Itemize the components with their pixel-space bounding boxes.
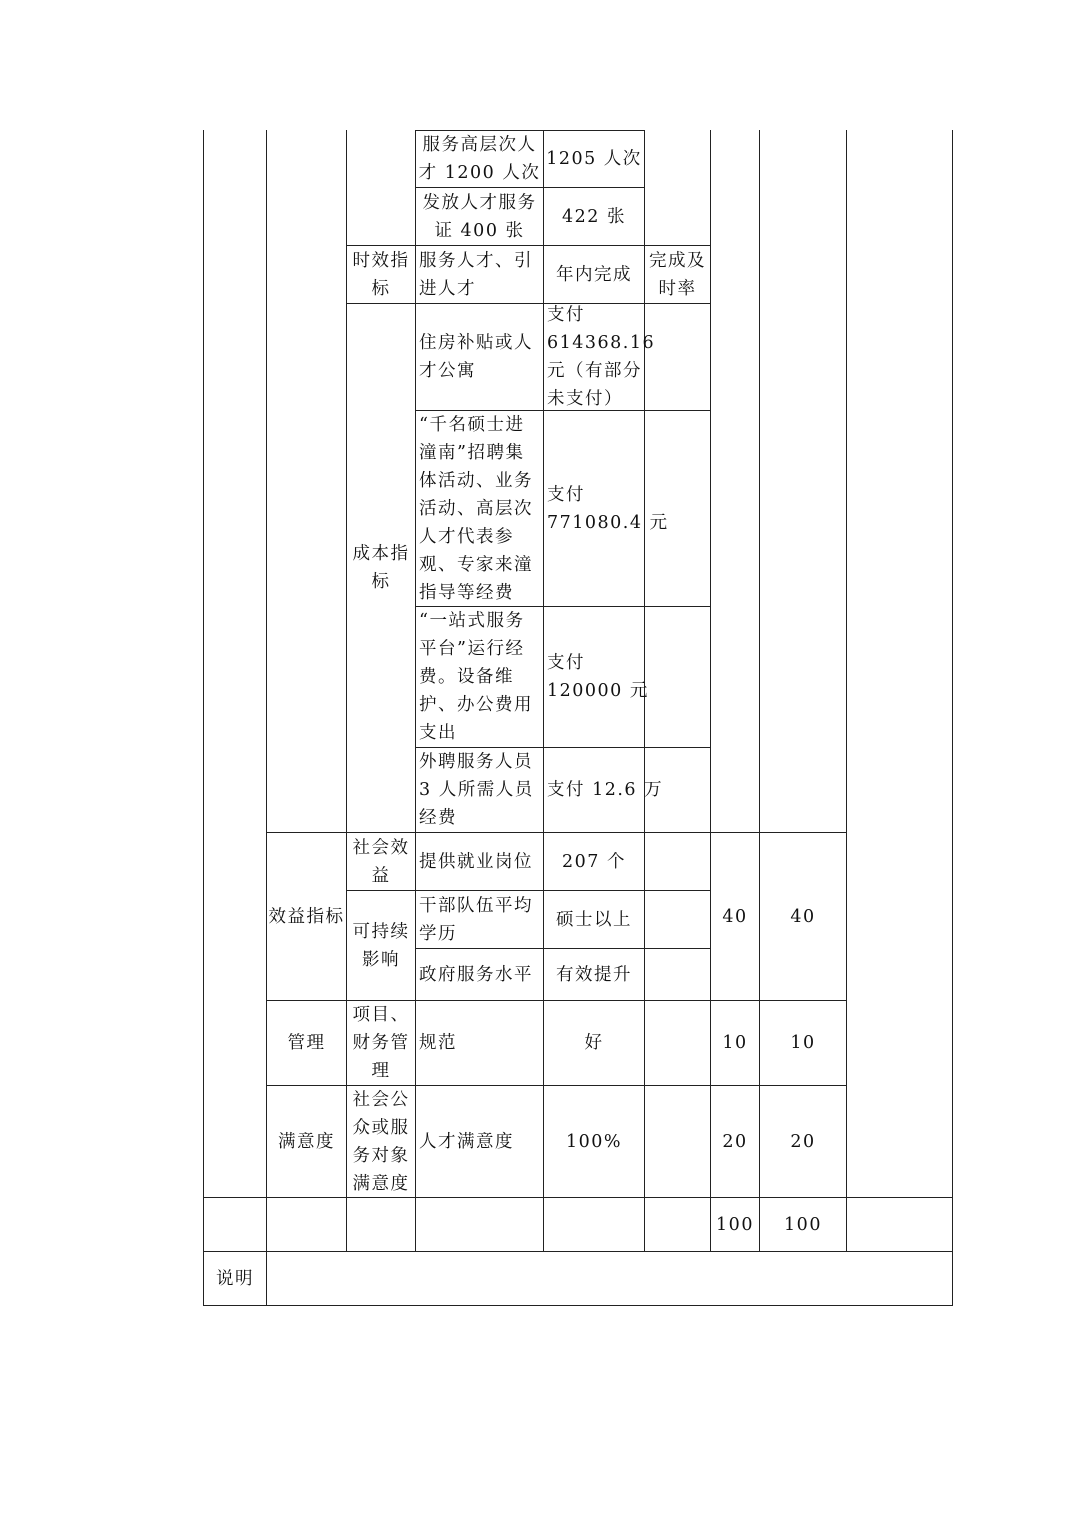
cell-total-actual: 100 <box>784 1214 822 1235</box>
cell-social-value: 207 个 <box>562 851 626 872</box>
cell-management-score: 10 <box>722 1033 748 1053</box>
cell-cost-indicator: 成本指 标 <box>352 544 410 592</box>
cell-staff-value: 支付 12.6 万 <box>547 780 664 800</box>
cell-management-category: 管理 <box>287 1033 326 1053</box>
cell-recruitment-content: “千名硕士进 潼南”招聘集 体活动、业务 活动、高层次 人才代表参 观、专家来潼 指导等经费 <box>419 414 533 603</box>
cell-note-text <box>267 1252 952 1305</box>
cell-social-content: 提供就业岗位 <box>419 851 533 872</box>
grid-line <box>203 130 204 1306</box>
cell-service-card-content: 发放人才服务 证 400 张 <box>422 192 537 241</box>
cell-recruitment-value: 支付 771080.4 元 <box>547 484 669 533</box>
cell-satisfaction-score: 20 <box>722 1131 748 1152</box>
cell-note-label: 说明 <box>216 1268 254 1289</box>
cell-gov-service-content: 政府服务水平 <box>419 964 533 985</box>
cell-benefit-score: 40 <box>722 906 748 927</box>
cell-staff-content: 外聘服务人员 3 人所需人员 经费 <box>419 752 534 828</box>
cell-management-indicator: 项目、 财务管 理 <box>352 1005 410 1081</box>
cell-gov-service-value: 有效提升 <box>556 964 632 985</box>
cell-satisfaction-actual: 20 <box>790 1131 816 1152</box>
cell-satisfaction-category: 满意度 <box>278 1131 335 1152</box>
cell-management-actual: 10 <box>790 1033 816 1053</box>
grid-line <box>952 130 953 1306</box>
cell-management-content: 规范 <box>419 1033 457 1053</box>
cell-education-content: 干部队伍平均 学历 <box>419 895 533 944</box>
cell-timeliness-content: 服务人才、引 进人才 <box>419 250 533 299</box>
grid-line <box>846 130 847 1251</box>
cell-sustainable-indicator: 可持续 影响 <box>352 921 410 970</box>
cell-platform-value: 支付 120000 元 <box>547 653 649 701</box>
cell-housing-content: 住房补贴或人 才公寓 <box>419 333 533 381</box>
grid-line <box>203 1305 953 1306</box>
cell-timeliness-value: 年内完成 <box>556 264 632 285</box>
cell-social-indicator: 社会效 益 <box>352 837 410 886</box>
cell-timeliness-indicator: 时效指 标 <box>352 250 410 299</box>
cell-benefit-category: 效益指标 <box>268 906 345 927</box>
cell-benefit-actual: 40 <box>790 906 816 927</box>
cell-housing-value: 支付 614368.16 元（有部分 未支付） <box>547 305 656 409</box>
cell-service-card-value: 422 张 <box>562 206 626 227</box>
cell-satisfaction-value: 100% <box>565 1131 623 1152</box>
cell-timeliness-extra: 完成及 时率 <box>649 250 706 299</box>
cell-education-value: 硕士以上 <box>556 909 632 930</box>
cell-talent-service-content: 服务高层次人 才 1200 人次 <box>418 135 541 183</box>
cell-total-score: 100 <box>716 1214 754 1235</box>
cell-management-value: 好 <box>584 1033 604 1053</box>
cell-satisfaction-indicator: 社会公 众或服 务对象 满意度 <box>352 1089 410 1194</box>
cell-platform-content: “一站式服务 平台”运行经 费。设备维 护、办公费用 支出 <box>419 611 533 743</box>
cell-talent-service-value: 1205 人次 <box>546 149 642 169</box>
cell-satisfaction-content: 人才满意度 <box>419 1131 514 1152</box>
